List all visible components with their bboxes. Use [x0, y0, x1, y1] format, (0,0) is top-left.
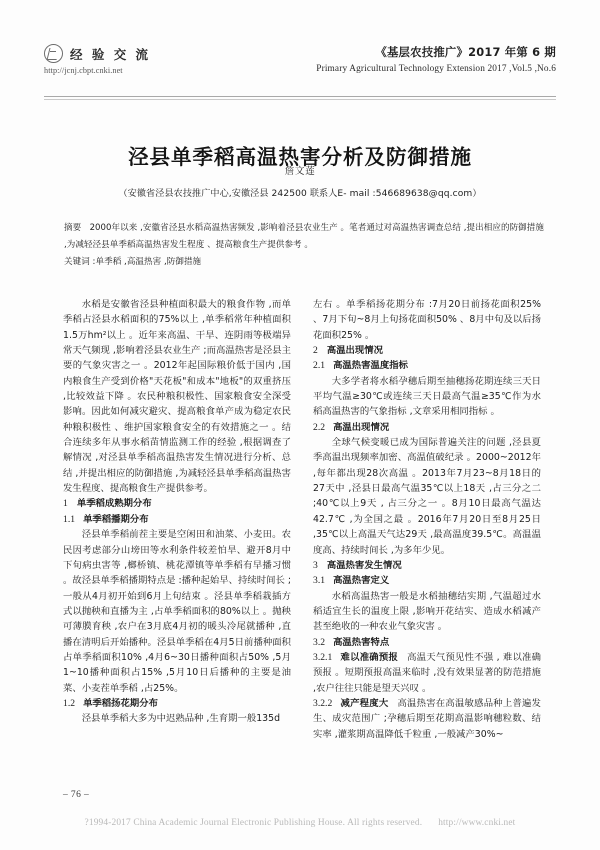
journal-seal-icon — [44, 44, 63, 63]
abstract-label: 摘要 — [64, 223, 82, 233]
running-head-left — [44, 44, 151, 75]
section-number: 3.2 — [313, 636, 326, 648]
section-heading-level-3 — [313, 696, 541, 742]
journal-website-url[interactable]: http://jcnj.cbpt.cnki.net — [44, 66, 123, 75]
section-number: 1.1 — [63, 513, 76, 525]
body-paragraph: 左右 。单季稻扬花期分布 :7月20日前扬花面积25% 、7月下旬~8月上旬扬花面积50% 、8月中旬及以后扬花面积25% 。 — [313, 299, 541, 341]
section-lead-in: 难以准确预报 — [340, 651, 399, 663]
abstract-block — [64, 220, 544, 271]
section-heading-text: 高温出现情况 — [333, 421, 390, 433]
section-number: 1 — [63, 498, 68, 510]
section-heading-text: 单季稻扬花期分布 — [83, 697, 158, 709]
section-heading-text: 高温热害温度指标 — [333, 360, 408, 372]
copyright-text: ?1994-2017 China Academic Journal Electronic Publishing House. All rights reserved. — [84, 818, 423, 828]
keywords-label: 关键词 : — [64, 257, 96, 268]
author-affiliation: （安徽省泾县农技推广中心,安徽泾县 242500 联系人E- mail :546689638@qq.com） — [118, 189, 482, 199]
body-paragraph: 泾县单季稻前茬主要是空闲田和油菜、小麦田。农民因考虑部分山塝田等水利条件较差怕旱、避开8月中下旬病虫害等 ,榔桥镇、桃花潭镇等单季稻有早播习惯 。故泾县单季稻播期特点是 :播种起始早、持续时间长 ;一般从4月初开始到6月上旬结束 。泾县单季稻栽插方式以抛秧和直播为主 ,占单季稻面积的80%以上 。抛秧可薄膜育秧 ,农户在3月底4月初的暖头冷尾就播种 ,直播在清明后开始播种。泾县单季稻在4月5日前播种面积占单季稻面积10% ,4月6~30日播种面积占50% ,5月1~10播种面积占15% ,5月10日后播种的主要是油菜、小麦茬单季稻 ,占25%。 — [63, 529, 291, 694]
section-heading-text: 单季稻成熟期分布 — [76, 498, 152, 510]
header-divider-thin — [44, 99, 556, 100]
section-heading-level-2 — [63, 696, 291, 711]
section-heading-level-1 — [313, 343, 541, 358]
section-heading-text: 高温热害发生情况 — [326, 559, 402, 571]
section-heading-text: 高温出现情况 — [326, 345, 384, 357]
section-heading-level-1 — [63, 496, 291, 511]
section-number: 1.2 — [63, 697, 76, 709]
body-paragraph: 水稻高温热害一般是水稻抽穗结实期 ,气温超过水稻适宜生长的温度上限 ,影响开花结实、造成水稻减产甚至绝收的一种农业气象灾害 。 — [313, 590, 541, 633]
body-paragraph: 全球气候变暖已成为国际普遍关注的问题 ,泾县夏季高温出现频率加密、高温值破纪录 。2000~2012年 ,每年都出现28次高温 。2013年7月23~8月18日的27天中 ,泾县日最高气温35℃以上18天 ,占三分之二 ;40℃以上9天 , 占三分之一 。8月10日最高气温达42.7℃ ,为全国之最 。2016年7月20日至8月25日 ,35℃以上高温天气达29天 ,最高温度39.5℃。高温温度高、持续时间长 ,为多年少见。 — [313, 437, 541, 556]
section-number: 3.2.2 — [313, 697, 333, 709]
section-heading-level-3 — [313, 650, 541, 696]
article-title: 泾县单季稻高温热害分析及防御措施 — [128, 144, 472, 169]
journal-issue-en: Primary Agricultural Technology Extension 2017 ,Vol.5 ,No.6 — [316, 64, 556, 74]
section-heading-level-2 — [313, 635, 541, 650]
abstract-text: 2000年以来 ,安徽省泾县水稻高温热害频发 ,影响着泾县农业生产 。笔者通过对高温热害调查总结 ,提出相应的防御措施 ,为减轻泾县单季稻高温热害发生程度 、提高粮食生产提供参考 。 — [64, 223, 544, 250]
section-heading-level-2 — [313, 420, 541, 435]
section-number: 3.2.1 — [313, 651, 333, 663]
body-column-right — [313, 297, 541, 769]
section-number: 3.1 — [313, 575, 326, 587]
article-author: 詹文莲 — [284, 166, 316, 177]
body-column-left — [63, 297, 291, 769]
journal-issue-cn: 《基层农技推广》2017 年第 6 期 — [375, 45, 556, 59]
body-paragraph: 大多学者将水稻孕穗后期至抽穗扬花期连续三天日平均气温≥30℃或连续三天日最高气温≥35℃作为水稻高温热害的气象指标 ,文章采用相同指标 。 — [313, 375, 541, 418]
body-paragraph: 泾县单季稻大多为中迟熟品种 ,生育期一般135d — [81, 713, 281, 725]
keywords-paragraph — [64, 254, 544, 271]
header-divider — [44, 96, 556, 97]
section-heading-text: 高温热害在高温敏感品种上普遍发生、成灾范围广 ;孕穗后期至花期高温影响穗粒数、结实率 ,灌浆期高温降低千粒重 ,一般减产30%~ — [313, 697, 541, 740]
body-columns — [63, 297, 541, 769]
page-number: – 76 – — [63, 790, 90, 800]
section-heading-level-1 — [313, 558, 541, 573]
section-heading-text: 高温热害定义 — [333, 575, 390, 587]
section-heading-level-2 — [63, 512, 291, 527]
section-heading-level-2 — [313, 358, 541, 373]
section-number: 3 — [313, 559, 318, 571]
section-number: 2 — [313, 345, 318, 357]
section-number: 2.1 — [313, 360, 326, 372]
abstract-paragraph — [64, 220, 544, 253]
running-head — [44, 44, 556, 90]
section-lead-in: 减产程度大 — [340, 697, 389, 709]
copyright-line — [0, 818, 600, 828]
running-head-right — [316, 44, 556, 74]
section-number: 2.2 — [313, 421, 326, 433]
section-heading-text: 高温天气预见性不强 , 难以准确预报 。短期预报高温来临时 ,没有效果显著的防范措施 ,农户往往只能是望天兴叹 。 — [313, 651, 541, 694]
cnki-url[interactable]: http://www.cnki.net — [438, 818, 516, 828]
section-heading-text: 高温热害特点 — [333, 636, 390, 648]
keywords-text: 单季稻 ,高温热害 ,防御措施 — [95, 257, 202, 268]
body-paragraph: 水稻是安徽省泾县种植面积最大的粮食作物 ,而单季稻占泾县水稻面积的75%以上 ,单季稻常年种植面积1.5万hm²以上 。近年来高温、干旱、连阴雨等极端异常天气频现 ,影响着泾县农业生产 ;而高温热害是泾县主要的气象灾害之一 。2012年起国际粮价低于国内 ,国内粮食生产受到价格"天花板"和成本"地板"的双重挤压 ,比较效益下降 。农民种粮积极性、国家粮食安全深受影响。因此如何减灾避灾、提高粮食单产成为稳定农民种粮积极性 、维护国家粮食安全的有效措施之一 。结合连续多年从事水稻苗情监测工作的经验 ,根据调查了解情况 ,对泾县单季稻高温热害发生情况进行分析、总结 ,并提出相应的防御措施 ,为减轻泾县单季稻高温热害发生程度、提高粮食生产提供参考。 — [63, 299, 291, 495]
section-heading-text: 单季稻播期分布 — [83, 513, 149, 525]
journal-brand — [44, 44, 151, 63]
section-label: 经 验 交 流 — [70, 46, 151, 62]
section-heading-level-2 — [313, 573, 541, 588]
